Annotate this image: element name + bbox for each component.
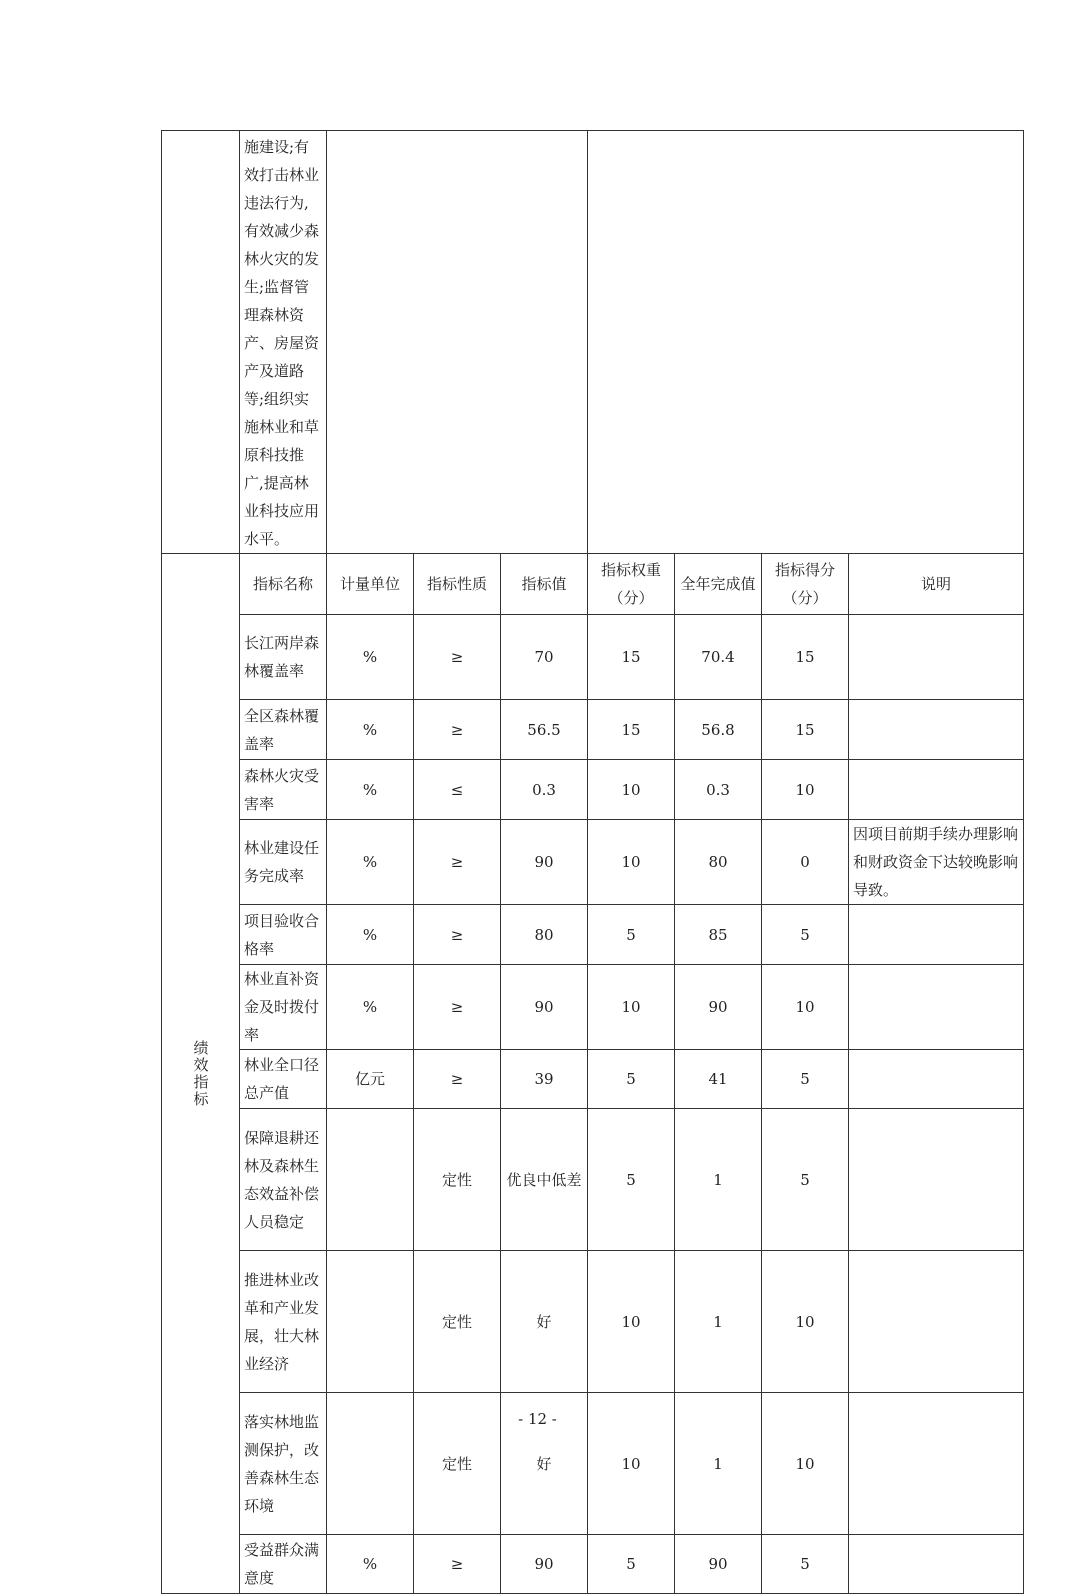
cell-actual: 41: [675, 1050, 762, 1109]
cell-unit: %: [327, 905, 414, 965]
cell-nature: ≥: [414, 820, 501, 905]
header-actual: 全年完成值: [675, 554, 762, 615]
cell-nature: ≤: [414, 760, 501, 820]
page-number: - 12 -: [518, 1410, 557, 1428]
cell-value: 优良中低差: [501, 1109, 588, 1251]
cell-actual: 80: [675, 820, 762, 905]
cell-name: 保障退耕还林及森林生态效益补偿人员稳定: [240, 1109, 327, 1251]
cell-nature: ≥: [414, 905, 501, 965]
cell-weight: 10: [588, 965, 675, 1050]
cell-value: 90: [501, 965, 588, 1050]
cell-unit: %: [327, 700, 414, 760]
cell-nature: ≥: [414, 1050, 501, 1109]
cell-weight: 15: [588, 615, 675, 700]
table-row: [162, 820, 1024, 905]
table-row: [162, 1109, 1024, 1251]
cell-name: 推进林业改革和产业发展，壮大林业经济: [240, 1251, 327, 1393]
cell-name: 项目验收合格率: [240, 905, 327, 965]
goal-row: [162, 131, 1024, 554]
cell-name: 林业建设任务完成率: [240, 820, 327, 905]
cell-actual: 1: [675, 1251, 762, 1393]
cell-note: [849, 905, 1024, 965]
table-row: [162, 700, 1024, 760]
cell-value: 70: [501, 615, 588, 700]
cell-score: 5: [762, 1050, 849, 1109]
cell-unit: %: [327, 760, 414, 820]
table-row: [162, 760, 1024, 820]
cell-weight: 5: [588, 905, 675, 965]
cell-note: [849, 760, 1024, 820]
cell-value: 好: [501, 1251, 588, 1393]
cell-nature: 定性: [414, 1393, 501, 1535]
cell-name: 长江两岸森林覆盖率: [240, 615, 327, 700]
cell-nature: ≥: [414, 700, 501, 760]
cell-note: 因项目前期手续办理影响和财政资金下达较晚影响导致。: [849, 820, 1024, 905]
cell-weight: 10: [588, 1393, 675, 1535]
header-score: 指标得分（分）: [762, 554, 849, 615]
cell-actual: 85: [675, 905, 762, 965]
cell-name: 林业直补资金及时拨付率: [240, 965, 327, 1050]
cell-name: 全区森林覆盖率: [240, 700, 327, 760]
cell-actual: 1: [675, 1109, 762, 1251]
cell-nature: ≥: [414, 965, 501, 1050]
cell-value: 39: [501, 1050, 588, 1109]
cell-weight: 5: [588, 1535, 675, 1594]
cell-score: 0: [762, 820, 849, 905]
cell-actual: 70.4: [675, 615, 762, 700]
cell-nature: 定性: [414, 1109, 501, 1251]
cell-weight: 15: [588, 700, 675, 760]
cell-score: 10: [762, 760, 849, 820]
goal-row-label-cell: [162, 131, 240, 554]
cell-score: 5: [762, 1535, 849, 1594]
table-row: [162, 1535, 1024, 1594]
cell-score: 15: [762, 615, 849, 700]
cell-unit: [327, 1109, 414, 1251]
cell-value: 好: [501, 1393, 588, 1535]
cell-name: 受益群众满意度: [240, 1535, 327, 1594]
header-value: 指标值: [501, 554, 588, 615]
header-unit: 计量单位: [327, 554, 414, 615]
header-weight: 指标权重（分）: [588, 554, 675, 615]
cell-actual: 1: [675, 1393, 762, 1535]
cell-actual: 90: [675, 1535, 762, 1594]
cell-value: 0.3: [501, 760, 588, 820]
cell-note: [849, 700, 1024, 760]
cell-score: 10: [762, 965, 849, 1050]
cell-note: [849, 1251, 1024, 1393]
cell-nature: ≥: [414, 1535, 501, 1594]
performance-table: [161, 130, 1024, 1594]
cell-weight: 10: [588, 760, 675, 820]
cell-unit: %: [327, 615, 414, 700]
cell-unit: %: [327, 820, 414, 905]
cell-note: [849, 1050, 1024, 1109]
cell-value: 90: [501, 820, 588, 905]
cell-score: 5: [762, 1109, 849, 1251]
cell-unit: [327, 1251, 414, 1393]
cell-score: 5: [762, 905, 849, 965]
table-row: [162, 965, 1024, 1050]
cell-weight: 10: [588, 1251, 675, 1393]
cell-unit: %: [327, 1535, 414, 1594]
cell-value: 90: [501, 1535, 588, 1594]
section-label: 绩效指标: [162, 554, 240, 1594]
cell-note: [849, 615, 1024, 700]
cell-score: 10: [762, 1251, 849, 1393]
cell-actual: 56.8: [675, 700, 762, 760]
cell-actual: 90: [675, 965, 762, 1050]
header-nature: 指标性质: [414, 554, 501, 615]
cell-value: 80: [501, 905, 588, 965]
cell-nature: ≥: [414, 615, 501, 700]
cell-name: 落实林地监测保护，改善森林生态环境: [240, 1393, 327, 1535]
cell-score: 15: [762, 700, 849, 760]
cell-nature: 定性: [414, 1251, 501, 1393]
cell-weight: 5: [588, 1050, 675, 1109]
table-row: [162, 1050, 1024, 1109]
table-row: [162, 615, 1024, 700]
cell-weight: 10: [588, 820, 675, 905]
cell-value: 56.5: [501, 700, 588, 760]
cell-actual: 0.3: [675, 760, 762, 820]
goal-empty-cell: [327, 131, 588, 554]
cell-score: 10: [762, 1393, 849, 1535]
cell-note: [849, 1109, 1024, 1251]
header-note: 说明: [849, 554, 1024, 615]
cell-unit: 亿元: [327, 1050, 414, 1109]
header-name: 指标名称: [240, 554, 327, 615]
table-row: [162, 905, 1024, 965]
cell-name: 林业全口径总产值: [240, 1050, 327, 1109]
goal-empty-cell-2: [588, 131, 1024, 554]
table-row: [162, 1251, 1024, 1393]
cell-note: [849, 965, 1024, 1050]
header-row: [162, 554, 1024, 615]
cell-name: 森林火灾受害率: [240, 760, 327, 820]
cell-unit: %: [327, 965, 414, 1050]
cell-weight: 5: [588, 1109, 675, 1251]
cell-note: [849, 1535, 1024, 1594]
goal-text: 施建设;有效打击林业违法行为,有效减少森林火灾的发生;监督管理森林资产、房屋资产及道路等;组织实施林业和草原科技推广,提高林业科技应用水平。: [240, 131, 327, 554]
